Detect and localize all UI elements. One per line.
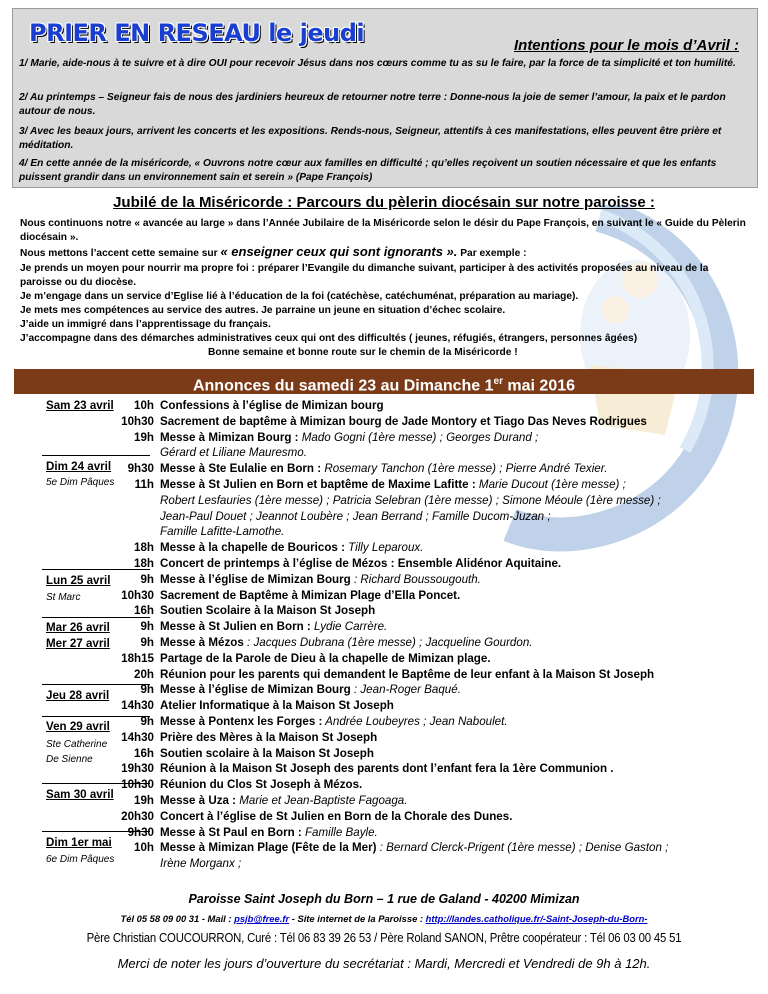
event-time: 16h [134,604,154,617]
event-label: Concert à l’église de St Julien en Born de la Chorale des Dunes. [160,810,513,823]
event-time: 14h30 [121,731,154,744]
event-row [160,540,423,555]
event-label: Confessions à l’église de Mimizan bourg [160,399,384,412]
event-time: 18h [134,557,154,570]
event-label: Sacrement de baptême à Mimizan bourg de Jade Montory et Tiago Das Neves Rodrigues [160,415,647,428]
event-detail: : Bernard Clerck-Prigent (1ère messe) ; Denise Gaston ; [376,841,669,854]
event-time: 9h [140,620,154,633]
intention-2: 2/ Au printemps – Seigneur fais de nous des jardiniers heureux de retourner notre terre : Donne-nous la joie de semer l’amour, la paix et le pardon autour de nous. [19,92,726,117]
event-detail: : Jean-Roger Baqué. [350,683,461,696]
prier-en-reseau-logo: PRIER EN RESEAU le jeudi [29,19,365,47]
intentions-box [12,8,758,188]
parish-contact [0,913,768,924]
event-time: 19h [134,794,154,807]
event-time: 20h30 [121,810,154,823]
event-row [160,825,378,840]
event-time: 10h30 [121,589,154,602]
day-lun-25-sub: St Marc [46,592,81,603]
event-row [160,619,387,634]
banner-text: Annonces du samedi 23 au Dimanche 1 [192,377,494,395]
event-time: 9h30 [127,462,154,475]
contact-site-label: - Site internet de la Paroisse : [289,913,426,924]
event-label: Soutien Scolaire à la Maison St Joseph [160,604,376,617]
jubile-closing: Bonne semaine et bonne route sur le chemin de la Miséricorde ! [208,347,518,358]
event-time: 10h30 [121,415,154,428]
event-row [160,493,661,508]
event-row [160,746,374,761]
event-time: 18h15 [121,652,154,665]
event-row [160,793,407,808]
event-row [160,840,668,855]
event-time: 14h30 [121,699,154,712]
event-row [160,445,307,460]
event-row [160,714,508,729]
event-time: 20h [134,668,154,681]
contact-phone: Tél 05 58 09 00 31 - Mail : [120,913,235,924]
event-row [160,698,394,713]
website-link[interactable]: http://landes.catholique.fr/-Saint-Joseph-du-Born- [425,913,648,924]
secretariat-hours: Merci de noter les jours d’ouverture du secrétariat : Mardi, Mercredi et Vendredi de 9h à 12h. [117,956,651,971]
event-row [160,730,377,745]
event-time: 11h [134,478,154,491]
annonces-banner [14,369,754,394]
event-row [160,651,491,666]
event-time: 18h [134,541,154,554]
event-label: Prière des Mères à la Maison St Joseph [160,731,378,744]
day-sam-23: Sam 23 avril [46,399,114,412]
day-dim-24-sub: 5e Dim Pâques [46,477,115,488]
event-label: Messe à St Paul en Born : [160,826,302,839]
jubile-line-3: Je mets mes compétences au service des autres. Je parraine un jeune en situation d’échec scolaire. [20,305,506,316]
event-row [160,856,241,871]
accent-pre: Nous mettons l’accent cette semaine sur [20,248,218,259]
event-time: 9h [140,715,154,728]
priests-contact: Père Christian COUCOURRON, Curé : Tél 06 83 39 26 53 / Père Roland SANON, Prêtre coopérateur : Tél 06 03 00 45 51 [86,930,682,945]
event-label: Partage de la Parole de Dieu à la chapelle de Mimizan plage. [160,652,491,665]
event-label: Messe à l’église de Mimizan Bourg [160,683,351,696]
event-time: 19h [134,431,154,444]
event-row [160,572,481,587]
event-label: Sacrement de Baptême à Mimizan Plage d’Ella Poncet. [160,589,461,602]
event-row [160,461,607,476]
event-row [160,414,647,429]
day-jeu-28: Jeu 28 avril [46,689,110,702]
parish-address: Paroisse Saint Joseph du Born – 1 rue de Galand - 40200 Mimizan [188,892,580,906]
event-row [160,635,533,650]
intentions-title: Intentions pour le mois d’Avril : [513,37,739,54]
banner-sup: er [493,376,503,387]
event-label: Messe à la chapelle de Bouricos : [160,541,345,554]
day-dim-1-sub: 6e Dim Pâques [46,854,115,865]
banner-text-end: mai 2016 [502,377,576,395]
event-detail: Mado Gogni (1ère messe) ; Georges Durand ; [298,431,539,444]
event-label: Messe à St Julien en Born et baptême de Maxime Lafitte : [160,478,476,491]
event-detail: Marie Ducout (1ère messe) ; [475,478,626,491]
jubile-accent [20,245,527,261]
event-label: Messe à St Julien en Born : [160,620,311,633]
event-label: Réunion du Clos St Joseph à Mézos. [160,778,363,791]
event-label: Réunion pour les parents qui demandent le Baptême de leur enfant à la Maison St Joseph [160,668,655,681]
event-label: Messe à Mézos [160,636,244,649]
event-row [160,682,461,697]
event-time: 9h [140,683,154,696]
event-row [160,667,654,682]
event-time: 10h30 [121,778,154,791]
event-detail: Tilly Leparoux. [344,541,424,554]
event-label: Messe à Pontenx les Forges : [160,715,323,728]
event-label: Concert de printemps à l’église de Mézos : Ensemble Alidénor Aquitaine. [160,557,562,570]
jubile-line-5: J’accompagne dans des démarches administratives ceux qui ont des difficultés ( jeunes, réfugiés, étrangers, personnes âgées) [20,333,638,344]
accent-quote: « enseigner ceux qui sont ignorants ». [220,244,458,259]
event-label: Messe à Mimizan Plage (Fête de la Mer) [160,841,377,854]
event-time: 16h [134,747,154,760]
event-detail: : Jacques Dubrana (1ère messe) ; Jacqueline Gourdon. [243,636,533,649]
email-link[interactable]: psjb@free.fr [234,913,290,924]
event-row [160,777,362,792]
event-detail: Marie et Jean-Baptiste Fagoaga. [236,794,408,807]
event-label: Réunion à la Maison St Joseph des parents dont l’enfant fera la 1ère Communion . [160,762,614,775]
day-sam-30: Sam 30 avril [46,788,114,801]
event-label: Messe à Mimizan Bourg : [160,431,299,444]
accent-post: Par exemple : [460,248,527,259]
jubile-line-1: Je prends un moyen pour nourrir ma propre foi : préparer l’Evangile du dimanche suivant, participer à des activités proposées au niveau de la paroisse ou du diocèse. [20,263,709,288]
day-lun-25: Lun 25 avril [46,574,111,587]
event-detail: Famille Lafitte-Lamothe. [160,525,285,538]
day-separator [42,455,150,456]
jubile-line-2: Je m’engage dans un service d’Eglise lié à l’éducation de la foi (catéchèse, catéchuménat, préparation au mariage). [20,291,579,302]
event-row [160,509,551,524]
day-mer-27: Mer 27 avril [46,637,110,650]
event-detail: Lydie Carrère. [310,620,388,633]
event-row [160,556,561,571]
event-detail: Jean-Paul Douet ; Jeannot Loubère ; Jean Berrand ; Famille Ducom-Juzan ; [160,510,551,523]
event-detail: : Richard Boussougouth. [350,573,481,586]
event-detail: Robert Lesfauries (1ère messe) ; Patricia Selebran (1ère messe) ; Simone Méoule (1ère messe) ; [160,494,661,507]
event-time: 9h30 [127,826,154,839]
event-time: 10h [134,841,154,854]
event-time: 9h [140,573,154,586]
event-label: Soutien scolaire à la Maison St Joseph [160,747,374,760]
event-row [160,761,614,776]
event-label: Messe à Uza : [160,794,237,807]
day-dim-1: Dim 1er mai [46,836,112,849]
intention-4: 4/ En cette année de la miséricorde, « Ouvrons notre cœur aux familles en difficulté ; qu’elles reçoivent un soutien nécessaire et que les enfants puissent grandir dans un environnement sain et serein » (Pape François) [19,158,717,183]
event-detail: Gérard et Liliane Mauresmo. [160,446,307,459]
event-time: 10h [134,399,154,412]
day-ven-29-sub-2: De Sienne [46,754,93,765]
intention-1: 1/ Marie, aide-nous à te suivre et à dire OUI pour recevoir Jésus dans nos cœurs comme tu as su le faire, par la force de ta simplicité et ton humilité. [19,58,736,69]
event-row [160,524,284,539]
event-label: Atelier Informatique à la Maison St Joseph [160,699,394,712]
event-label: Messe à Ste Eulalie en Born : [160,462,322,475]
event-label: Messe à l’église de Mimizan Bourg [160,573,351,586]
event-row [160,430,538,445]
event-row [160,809,512,824]
event-detail: Famille Bayle. [301,826,378,839]
day-mar-26: Mar 26 avril [46,621,110,634]
event-row [160,603,375,618]
event-row [160,477,626,492]
jubile-line-4: J’aide un immigré dans l’apprentissage du français. [20,319,271,330]
day-ven-29-sub-1: Ste Catherine [46,739,108,750]
event-row [160,398,384,413]
event-time: 9h [140,636,154,649]
jubile-title: Jubilé de la Miséricorde : Parcours du pèlerin diocésain sur notre paroisse : [113,194,655,211]
jubile-intro: Nous continuons notre « avancée au large » dans l’Année Jubilaire de la Miséricorde selon le désir du Pape François, en suivant le « Guide du Pèlerin diocésain ». [20,218,746,243]
day-dim-24: Dim 24 avril [46,460,112,473]
event-detail: Rosemary Tanchon (1ère messe) ; Pierre André Texier. [321,462,608,475]
event-detail: Andrée Loubeyres ; Jean Naboulet. [322,715,508,728]
day-ven-29: Ven 29 avril [46,720,110,733]
event-detail: Irène Morganx ; [160,857,242,870]
event-row [160,588,460,603]
intention-3: 3/ Avec les beaux jours, arrivent les concerts et les expositions. Rends-nous, Seigneur, attentifs à ces manifestations, elles peuvent être prière et méditation. [19,126,722,151]
event-time: 19h30 [121,762,154,775]
